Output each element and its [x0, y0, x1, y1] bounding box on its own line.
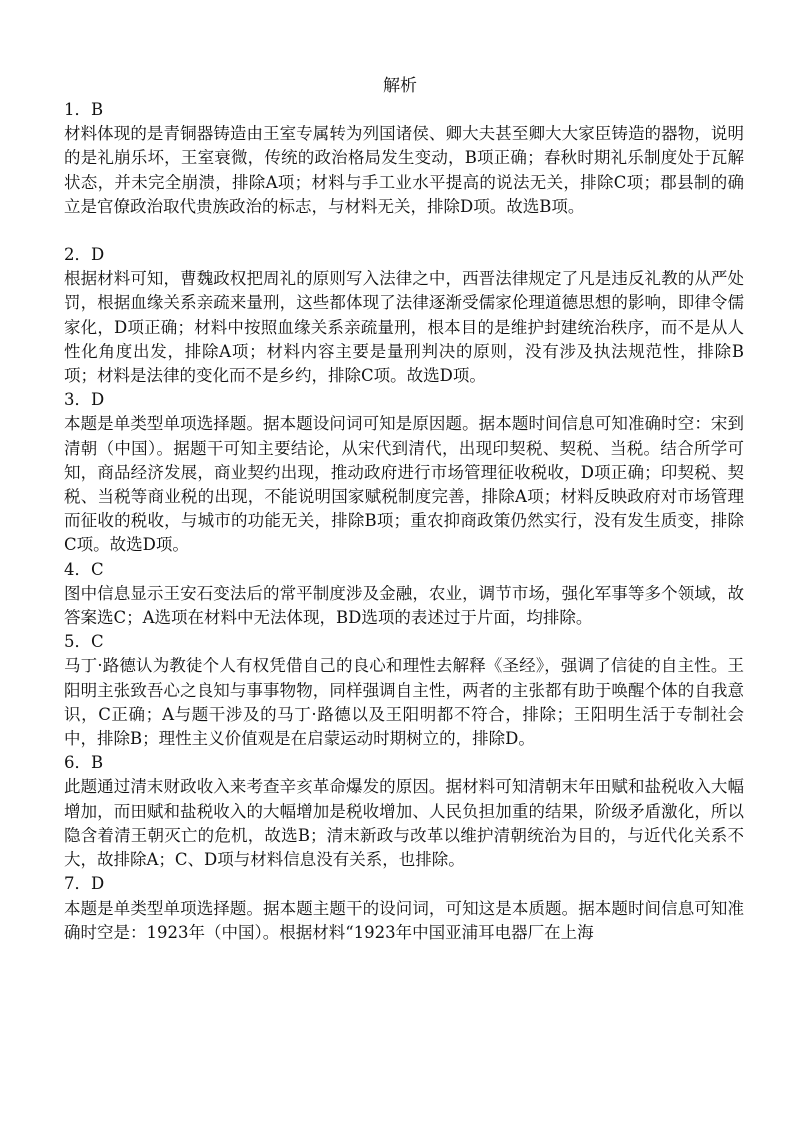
answer-item — [64, 872, 744, 945]
answer-number: 2．D — [64, 245, 105, 265]
answer-number: 5．C — [64, 632, 104, 652]
answer-item — [64, 243, 744, 388]
answer-item — [64, 98, 744, 219]
answer-list — [64, 98, 744, 945]
answer-explanation: 图中信息显示王安石变法后的常平制度涉及金融，农业，调节市场，强化军事等多个领域，故答案选C；A选项在材料中无法体现，BD选项的表述过于片面，均排除。 — [64, 583, 744, 628]
answer-item — [64, 751, 744, 872]
answer-number: 4．C — [64, 559, 104, 579]
answer-explanation: 马丁·路德认为教徒个人有权凭借自己的良心和理性去解释《圣经》，强调了信徒的自主性。王阳明主张致吾心之良知与事事物物，同样强调自主性，两者的主张都有助于唤醒个体的自我意识，C正确；A与题干涉及的马丁·路德以及王阳明都不符合，排除；王阳明生活于专制社会中，排除B；理性主义价值观是在启蒙运动时期树立的，排除D。 — [64, 656, 744, 749]
answer-explanation: 本题是单类型单项选择题。据本题设问词可知是原因题。据本题时间信息可知准确时空：宋到清朝（中国）。据题干可知主要结论，从宋代到清代，出现印契税、契税、当税。结合所学可知，商品经济发展，商业契约出现，推动政府进行市场管理征收税收，D项正确；印契税、契税、当税等商业税的出现，不能说明国家赋税制度完善，排除A项；材料反映政府对市场管理而征收的税收，与城市的功能无关，排除B项；重农抑商政策仍然实行，没有发生质变，排除C项。故选D项。 — [64, 414, 744, 555]
answer-item — [64, 558, 744, 631]
answer-explanation: 根据材料可知，曹魏政权把周礼的原则写入法律之中，西晋法律规定了凡是违反礼教的从严处罚，根据血缘关系亲疏来量刑，这些都体现了法律逐渐受儒家伦理道德思想的影响，即律令儒家化，D项正确；材料中按照血缘关系亲疏量刑，根本目的是维护封建统治秩序，而不是从人性化角度出发，排除A项；材料内容主要是量刑判决的原则，没有涉及执法规范性，排除B项；材料是法律的变化而不是乡约，排除C项。故选D项。 — [64, 269, 744, 386]
page-title: 解析 — [383, 76, 417, 96]
answer-explanation: 材料体现的是青铜器铸造由王室专属转为列国诸侯、卿大夫甚至卿大大家臣铸造的器物，说明的是礼崩乐坏，王室衰微，传统的政治格局发生变动，B项正确；春秋时期礼乐制度处于瓦解状态，并未完全崩溃，排除A项；材料与手工业水平提高的说法无关，排除C项；郡县制的确立是官僚政治取代贵族政治的标志，与材料无关，排除D项。故选B项。 — [64, 124, 744, 216]
answer-number: 7．D — [64, 874, 105, 894]
answer-number: 3．D — [64, 390, 105, 410]
answer-item — [64, 630, 744, 751]
spacer — [64, 219, 744, 243]
answer-number: 6．B — [64, 753, 104, 773]
answer-explanation: 此题通过清末财政收入来考查辛亥革命爆发的原因。据材料可知清朝末年田赋和盐税收入大幅增加，而田赋和盐税收入的大幅增加是税收增加、人民负担加重的结果，阶级矛盾激化，所以隐含着清王朝灭亡的危机，故选B；清末新政与改革以维护清朝统治为目的，与近代化关系不大，故排除A；C、D项与材料信息没有关系，也排除。 — [64, 777, 744, 870]
answer-number: 1．B — [64, 100, 104, 119]
answer-explanation: 本题是单类型单项选择题。据本题主题干的设问词，可知这是本质题。据本题时间信息可知准确时空是：1923年（中国）。根据材料“1923年中国亚浦耳电器厂在上海 — [64, 898, 744, 942]
answer-item — [64, 388, 744, 557]
